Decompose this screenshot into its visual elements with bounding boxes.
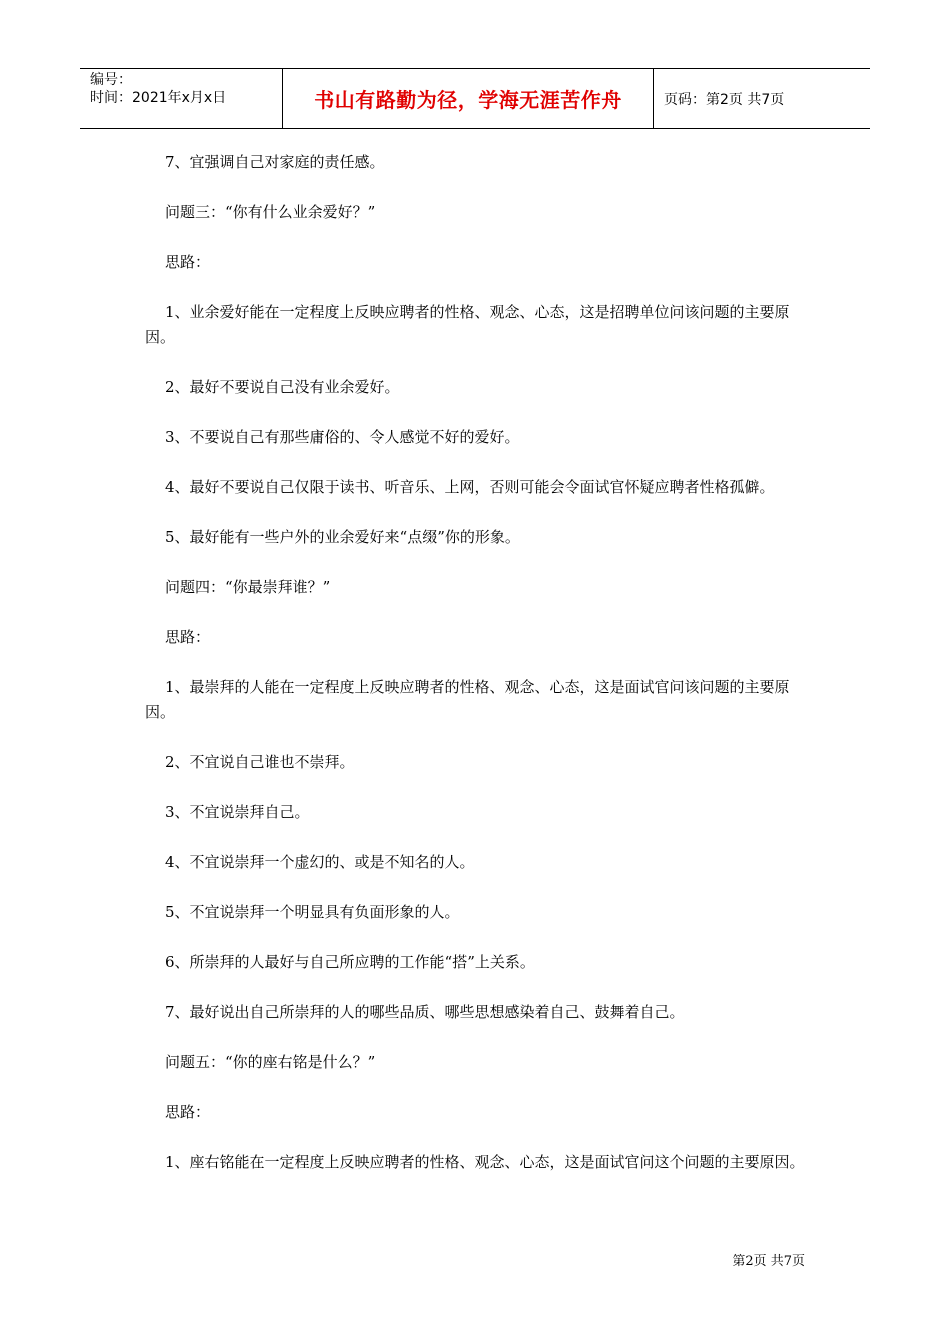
paragraph: 3、不宜说崇拜自己。 <box>165 803 310 821</box>
paragraph: 思路： <box>165 253 211 271</box>
document-time-label: 时间：2021年x月x日 <box>90 90 227 106</box>
header-page-label: 页码：第2页 共7页 <box>664 91 785 108</box>
question-heading: 问题三：“你有什么业余爱好？” <box>165 203 376 221</box>
header-table <box>80 68 870 129</box>
document-body <box>145 150 810 1200</box>
paragraph: 3、不要说自己有那些庸俗的、令人感觉不好的爱好。 <box>165 428 520 446</box>
header-page-cell <box>654 69 870 128</box>
paragraph: 5、最好能有一些户外的业余爱好来“点缀”你的形象。 <box>165 528 520 546</box>
paragraph: 1、座右铭能在一定程度上反映应聘者的性格、观念、心态，这是面试官问这个问题的主要原因。 <box>165 1153 805 1171</box>
paragraph: 1、业余爱好能在一定程度上反映应聘者的性格、观念、心态，这是招聘单位问该问题的主要原因。 <box>145 303 790 346</box>
paragraph: 4、最好不要说自己仅限于读书、听音乐、上网，否则可能会令面试官怀疑应聘者性格孤僻。 <box>165 478 775 496</box>
paragraph: 5、不宜说崇拜一个明显具有负面形象的人。 <box>165 903 460 921</box>
paragraph: 6、所崇拜的人最好与自己所应聘的工作能“搭”上关系。 <box>165 953 535 971</box>
paragraph: 4、不宜说崇拜一个虚幻的、或是不知名的人。 <box>165 853 475 871</box>
paragraph: 思路： <box>165 628 211 646</box>
paragraph: 7、最好说出自己所崇拜的人的哪些品质、哪些思想感染着自己、鼓舞着自己。 <box>165 1003 685 1021</box>
paragraph: 7、宜强调自己对家庭的责任感。 <box>165 153 385 171</box>
paragraph: 1、最崇拜的人能在一定程度上反映应聘者的性格、观念、心态，这是面试官问该问题的主要原因。 <box>145 678 790 721</box>
question-heading: 问题五：“你的座右铭是什么？” <box>165 1053 376 1071</box>
paragraph: 2、最好不要说自己没有业余爱好。 <box>165 378 400 396</box>
paragraph: 思路： <box>165 1103 211 1121</box>
header-motto-cell <box>282 69 654 128</box>
header-meta-cell <box>80 69 282 128</box>
document-number-label: 编号： <box>90 72 132 88</box>
paragraph: 2、不宜说自己谁也不崇拜。 <box>165 753 355 771</box>
header-motto: 书山有路勤为径，学海无涯苦作舟 <box>314 88 622 112</box>
question-heading: 问题四：“你最崇拜谁？” <box>165 578 331 596</box>
page-footer: 第2页 共7页 <box>732 1254 805 1269</box>
